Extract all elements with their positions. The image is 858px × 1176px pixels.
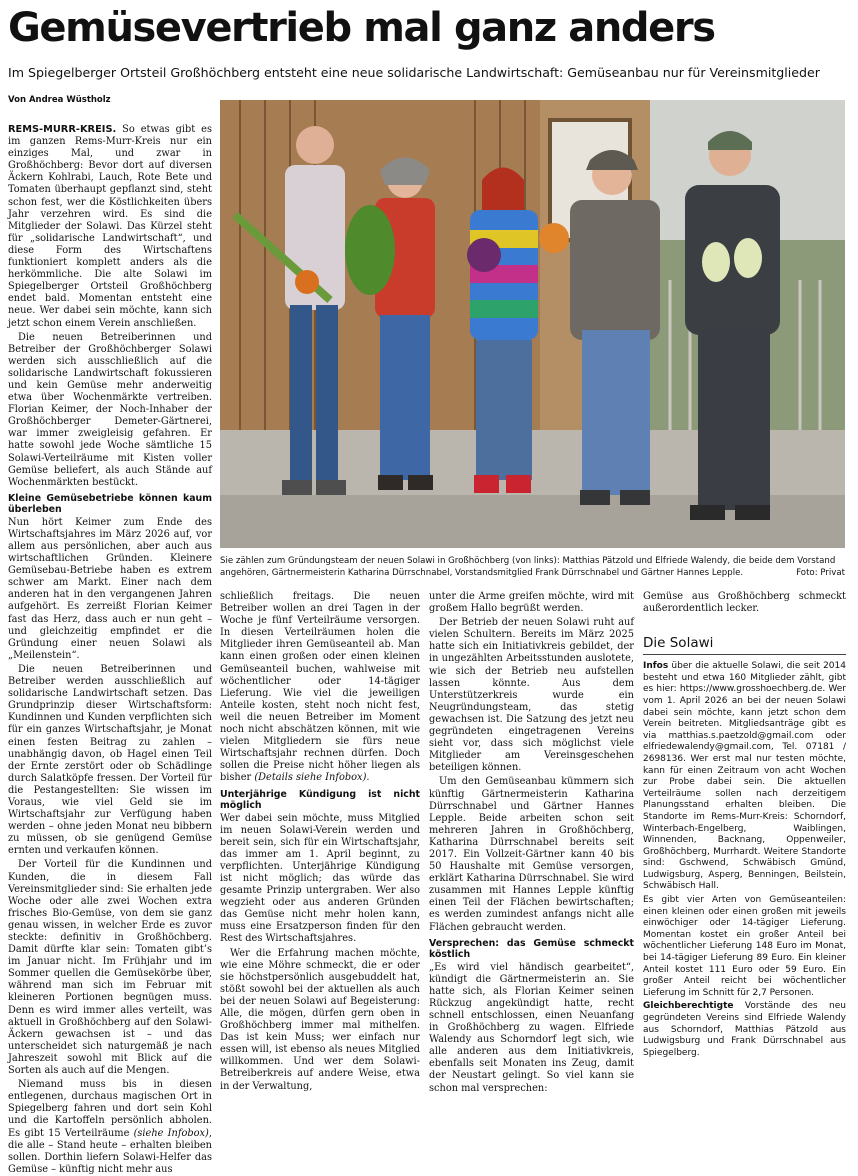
infobox-paragraph: Gleichberechtigte Vorstände des neu gegründeten Vereins sind Elfriede Walendy aus Schorndorf, Matthias Pätzold aus Ludwigsburg und Frank Dürrschnabel aus Spiegelberg. — [643, 1001, 846, 1058]
paragraph: Niemand muss bis in diesen entlegenen, durchaus magischen Ort in Spiegelberg fahren und dort sein Kohl und die Kartoffeln persönlich abholen. Es gibt 15 Verteilräume (siehe Infobox), die alle – Stand heute – erhalten bleiben sollen. Dorthin liefern Solawi-Helfer das Gemüse – künftig nicht mehr aus — [8, 1079, 212, 1175]
caption-text: Sie zählen zum Gründungsteam der neuen Solawi in Großhöchberg (von links): Matthias Pätzold und Elfriede Walendy, die beide dem Vorstand angehören, Gärtnermeisterin Katharina Dürrschnabel, Vorstandsmitglied Frank Dürrschnabel und Gärtner Hannes Lepple. — [220, 556, 836, 578]
byline: Von Andrea Wüstholz — [8, 95, 111, 105]
subheadline: Im Spiegelberger Ortsteil Großhöchberg entsteht eine neue solidarische Landwirtschaft: Gemüseanbau nur für Vereinsmitglieder — [8, 65, 820, 80]
headline: Gemüsevertrieb mal ganz anders — [8, 5, 715, 51]
photo-caption — [220, 556, 845, 580]
infobox-paragraph: Infos über die aktuelle Solawi, die seit 2014 besteht und etwa 160 Mitglieder zählt, gibt es hier: https://www.grosshoechberg.de. Wer vom 1. April 2026 an bei der neuen Solawi dabei sein möchte, kann jetzt schon dem Verein beitreten. Mitgliedsanträge gibt es via matthias.s.paetzold@gmail.com oder elfriedewalendy@gmail.com, Tel. 07181 / 2698136. Wer erst mal nur testen möchte, kann für einen Zeitraum von acht Wochen zur Probe dabei sein. Die aktuellen Verteilräume sollen nach derzeitigem Planungsstand erhalten bleiben. Die Standorte im Rems-Murr-Kreis: Schorndorf, Winterbach-Engelberg, Waiblingen, Winnenden, Backnang, Oppenweiler, Großhöchberg, Murrhardt. Weitere Standorte sind: Gschwend, Schwäbisch Gmünd, Ludwigsburg, Asperg, Benningen, Beilstein, Schwäbisch Hall. — [643, 661, 846, 892]
subheading: Unterjährige Kündigung ist nicht möglich — [220, 788, 420, 811]
paragraph: Der Betrieb der neuen Solawi ruht auf vielen Schultern. Bereits im März 2025 hatte sich ein Initiativkreis gebildet, der in ungezählten Arbeitsstunden auslotete, wie sich der Betrieb neu aufstellen lassen könnte. Aus dem Unterstützerkreis wurde ein Neugründungsteam, das stetig gewachsen ist. Die Satzung des jetzt neu gegründeten eingetragenen Vereins sieht vor, dass sich möglichst viele Mitglieder am Vereinsgeschehen beteiligen können. — [429, 617, 634, 774]
paragraph: Wer die Erfahrung machen möchte, wie eine Möhre schmeckt, die er oder sie höchstpersönlich ausgebuddelt hat, stößt sowohl bei der aktuellen als auch bei der neuen Solawi auf Begeisterung: Alle, die mögen, dürfen gern oben in Großhöchberg immer mal mithelfen. Das ist kein Muss; wer einfach nur essen will, ist ebenso als neues Mitglied willkommen. Und wer dem Solawi-Betreiberkreis auf andere Weise, etwa in der Verwaltung, — [220, 947, 420, 1092]
paragraph: Nun hört Keimer zum Ende des Wirtschaftsjahres im März 2026 auf, vor allem aus persönlichen, aber auch aus wirtschaftlichen Gründen. Kleinere Gemüsebau-Betriebe haben es extrem schwer am Markt. Einer nach dem anderen hat in den vergangenen Jahren aufgehört. Es zerreißt Florian Keimer fast das Herz, dass auch er nun geht – und gleichzeitig empfindet er die Gründung einer neuen Solawi als „Meilenstein“. — [8, 516, 212, 661]
paragraph: Der Vorteil für die Kundinnen und Kunden, die in diesem Fall Vereinsmitglieder sind: Sie erhalten jede Woche oder alle zwei Wochen extra frisches Bio-Gemüse, von dem sie ganz genau wissen, in welcher Erde es zuvor steckte: definitiv in Großhöchberg. Damit dürfte klar sein: Tomaten gibt’s im Januar nicht. Im Frühjahr und im Sommer quellen die Gemüsekörbe über, während man sich im Februar mit kleineren Portionen begnügen muss. Denn es wird immer alles verteilt, was aktuell in Großhöchberg auf den Solawi-Äckern gewachsen ist – und das unterscheidet sich naturgemäß je nach Jahreszeit sowohl mit Blick auf die Sorten als auch auf die Mengen. — [8, 859, 212, 1077]
dateline: REMS-MURR-KREIS. — [8, 124, 117, 135]
subheading: Versprechen: das Gemüse schmeckt köstlich — [429, 937, 634, 961]
paragraph: Die neuen Betreiberinnen und Betreiber der Großhöchberger Solawi werden sich ausschließlich auf die solidarische Landwirtschaft fokussieren und kein Gemüse mehr anderweitig etwa über Wochenmärkte vertreiben. Florian Keimer, der Noch-Inhaber der Großhöchberger Demeter-Gärtnerei, war immer zweigleisig gefahren. Er hatte sowohl jede Woche sämtliche 15 Solawi-Verteilräume mit Kisten voller Gemüse beliefert, als auch Stände auf Wochenmärkten bestückt. — [8, 331, 212, 488]
group-photo — [220, 100, 845, 548]
photo-credit: Foto: Privat — [796, 567, 845, 578]
paragraph: Wer dabei sein möchte, muss Mitglied im neuen Solawi-Verein werden und bereit sein, sich für ein Wirtschaftsjahr, das immer am 1. April beginnt, zu verpflichten. Unterjährige Kündigung ist nicht möglich; das würde das gesamte Prinzip untergraben. Wer also wegzieht oder aus anderen Gründen das Gemüse nicht mehr holen kann, muss eine Ersatzperson finden für den Rest des Wirtschaftsjahres. — [220, 812, 420, 945]
subheading: Kleine Gemüsebetriebe können kaum überleben — [8, 492, 212, 516]
paragraph: Gemüse aus Großhöchberg schmeckt außerordentlich lecker. — [643, 591, 846, 615]
article-column-2 — [220, 591, 420, 1092]
paragraph: schließlich freitags. Die neuen Betreiber wollen an drei Tagen in der Woche je fünf Verteilräume versorgen. In diesen Verteilräumen holen die Mitglieder ihren Gemüseanteil ab. Man kann einen großen oder einen kleinen Gemüseanteil buchen, wahlweise mit wöchentlicher oder 14-tägiger Lieferung. Wie viel die jeweiligen Anteile kosten, steht noch nicht fest, weil die neuen Betreiber im Moment noch nicht abschätzen können, mit wie vielen Mitgliedern sie fürs neue Wirtschaftsjahr rechnen dürfen. Doch sollen die Preise nicht höher liegen als bisher (Details siehe Infobox). — [220, 591, 420, 784]
article-column-4 — [643, 591, 846, 1058]
infobox-title: Die Solawi — [643, 635, 846, 655]
infobox — [643, 635, 846, 1059]
infobox-paragraph: Es gibt vier Arten von Gemüseanteilen: einen kleinen oder einen großen mit jeweils einwöchiger oder 14-tägiger Lieferung. Momentan kostet ein großer Anteil bei wöchentlicher Lieferung 148 Euro im Monat, bei 14-tägiger Lieferung 89 Euro. Ein kleiner Anteil kostet 111 Euro oder 59 Euro. Ein großer Anteil reicht bei wöchentlicher Lieferung im Schnitt für 2,7 Personen. — [643, 895, 846, 998]
paragraph: Die neuen Betreiberinnen und Betreiber werden ausschließlich auf solidarische Landwirtschaft setzen. Das Grundprinzip dieser Wirtschaftsform: Kundinnen und Kunden verpflichten sich für ein ganzes Wirtschaftsjahr, je Monat einen festen Beitrag zu zahlen – unabhängig davon, ob Hagel einen Teil der Ernte zerstört oder ob Schädlinge durch Salatköpfe fressen. Der Vorteil für die Pestangestellten: Sie wissen im Voraus, wie viel Geld sie im Wirtschaftsjahr zur Verfügung haben werden – ohne jeden Monat neu bibbern zu müssen, ob sie genügend Gemüse ernten und verkaufen können. — [8, 663, 212, 857]
paragraph: REMS-MURR-KREIS. So etwas gibt es im ganzen Rems-Murr-Kreis nur ein einziges Mal, und zwar in Großhöchberg: Bevor dort auf diversen Äckern Kohlrabi, Lauch, Rote Bete und Tomaten überhaupt gepflanzt sind, steht schon fest, wer die Köstlichkeiten übers Jahr verzehren wird. Es sind die Mitglieder der Solawi. Das Kürzel steht für „solidarische Landwirtschaft“, und diese Form des Wirtschaftens funktioniert komplett anders als die herkömmliche. Die alte Solawi im Spiegelberger Ortsteil Großhöchberg endet bald. Momentan entsteht eine neue. Wer dabei sein möchte, kann sich jetzt schon einem Verein anschließen. — [8, 124, 212, 329]
paragraph: Um den Gemüseanbau kümmern sich künftig Gärtnermeisterin Katharina Dürrschnabel und Gärtner Hannes Lepple. Beide arbeiten schon seit mehreren Jahren in Großhöchberg, Katharina Dürrschnabel bereits seit 2017. Ein Vollzeit-Gärtner kann 40 bis 50 Haushalte mit Gemüse versorgen, erklärt Katharina Dürrschnabel. Sie wird zusammen mit Hannes Lepple künftig einen Teil der Flächen bewirtschaften; es werden zumindest anfangs nicht alle Flächen gebraucht werden. — [429, 776, 634, 933]
article-column-1 — [8, 124, 212, 1175]
paragraph: unter die Arme greifen möchte, wird mit großem Hallo begrüßt werden. — [429, 591, 634, 615]
article-column-3 — [429, 591, 634, 1094]
paragraph: „Es wird viel händisch gearbeitet“, kündigt die Gärtnermeisterin an. Sie hatte sich, als Florian Keimer seinen Rückzug angekündigt hatte, recht schnell entschlossen, einen Neuanfang in Großhöchberg zu wagen. Elfriede Walendy aus Schorndorf legt sich, wie alle anderen aus dem Initiativkreis, ebenfalls seit Monaten ins Zeug, damit der Neustart gelingt. So viel kann sie schon mal versprechen: — [429, 961, 634, 1094]
